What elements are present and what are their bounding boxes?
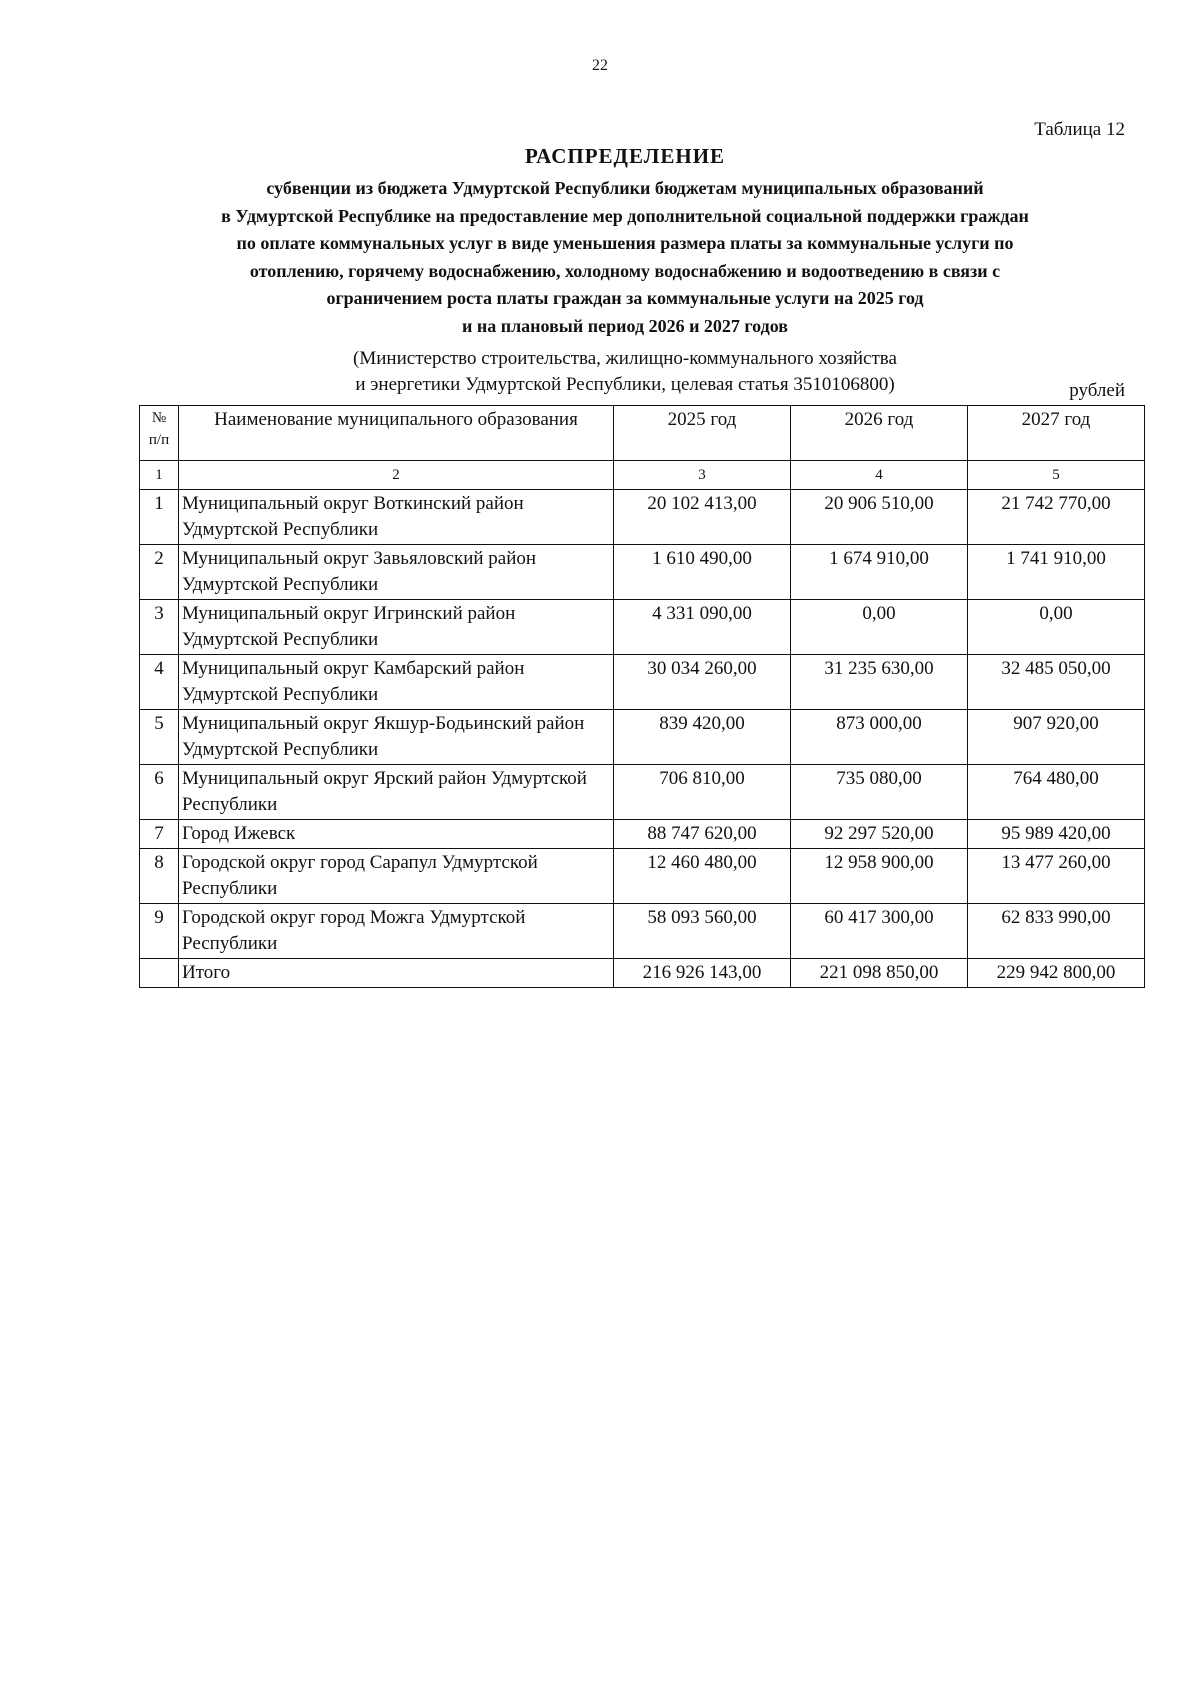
row-2026-cell: 92 297 520,00 [791, 820, 968, 849]
row-num-cell: 1 [140, 490, 179, 545]
row-2026-cell: 12 958 900,00 [791, 849, 968, 904]
header-num-line: п/п [148, 432, 170, 448]
row-2027-cell: 62 833 990,00 [968, 904, 1145, 959]
row-2026-cell: 873 000,00 [791, 710, 968, 765]
document-note [130, 346, 1120, 398]
row-2027-cell: 32 485 050,00 [968, 655, 1145, 710]
document-subtitle [130, 175, 1120, 340]
table-row [140, 545, 1145, 600]
document-title: РАСПРЕДЕЛЕНИЕ [524, 144, 726, 168]
row-2025-cell: 1 610 490,00 [614, 545, 791, 600]
table-row [140, 600, 1145, 655]
row-name-cell: Муниципальный округ Завьяловский район Удмуртской Республики [179, 545, 614, 600]
row-2027-cell: 13 477 260,00 [968, 849, 1145, 904]
row-2027-cell: 764 480,00 [968, 765, 1145, 820]
column-index-cell: 5 [968, 461, 1145, 490]
column-index-cell: 3 [614, 461, 791, 490]
header-2027-cell: 2027 год [968, 406, 1145, 461]
row-2026-cell: 60 417 300,00 [791, 904, 968, 959]
total-label-cell: Итого [179, 959, 614, 988]
row-2025-cell: 12 460 480,00 [614, 849, 791, 904]
distribution-table [139, 405, 1145, 988]
table-row [140, 490, 1145, 545]
page-number: 22 [592, 57, 608, 74]
row-2027-cell: 95 989 420,00 [968, 820, 1145, 849]
row-name-cell: Муниципальный округ Ярский район Удмуртской Республики [179, 765, 614, 820]
table-row [140, 765, 1145, 820]
subtitle-line: и на плановый период 2026 и 2027 годов [461, 315, 789, 336]
row-2027-cell: 907 920,00 [968, 710, 1145, 765]
header-num-cell [140, 406, 179, 461]
table-row [140, 820, 1145, 849]
total-2025-cell: 216 926 143,00 [614, 959, 791, 988]
header-2026-cell: 2026 год [791, 406, 968, 461]
table-total-row [140, 959, 1145, 988]
table-row [140, 655, 1145, 710]
table-header-row [140, 406, 1145, 461]
row-name-cell: Городской округ город Можга Удмуртской Республики [179, 904, 614, 959]
row-2025-cell: 839 420,00 [614, 710, 791, 765]
total-num-cell [140, 959, 179, 988]
row-2025-cell: 30 034 260,00 [614, 655, 791, 710]
units-label: рублей [1069, 380, 1125, 401]
title-block [130, 144, 1120, 398]
row-num-cell: 9 [140, 904, 179, 959]
row-2026-cell: 31 235 630,00 [791, 655, 968, 710]
row-2025-cell: 20 102 413,00 [614, 490, 791, 545]
column-index-cell: 1 [140, 461, 179, 490]
row-2025-cell: 58 093 560,00 [614, 904, 791, 959]
table-row [140, 849, 1145, 904]
total-2027-cell: 229 942 800,00 [968, 959, 1145, 988]
total-2026-cell: 221 098 850,00 [791, 959, 968, 988]
row-2027-cell: 21 742 770,00 [968, 490, 1145, 545]
row-num-cell: 3 [140, 600, 179, 655]
row-num-cell: 7 [140, 820, 179, 849]
column-index-cell: 4 [791, 461, 968, 490]
subtitle-line: по оплате коммунальных услуг в виде уменьшения размера платы за коммунальные услуги по [236, 233, 1014, 253]
row-2025-cell: 706 810,00 [614, 765, 791, 820]
row-num-cell: 2 [140, 545, 179, 600]
header-name-cell: Наименование муниципального образования [179, 406, 614, 461]
row-2025-cell: 88 747 620,00 [614, 820, 791, 849]
row-2026-cell: 0,00 [791, 600, 968, 655]
row-2025-cell: 4 331 090,00 [614, 600, 791, 655]
table-label: Таблица 12 [1034, 119, 1125, 140]
row-num-cell: 6 [140, 765, 179, 820]
note-line: и энергетики Удмуртской Республики, целевая статья 3510106800) [355, 374, 895, 395]
row-name-cell: Муниципальный округ Якшур-Бодьинский район Удмуртской Республики [179, 710, 614, 765]
row-num-cell: 5 [140, 710, 179, 765]
subtitle-line: субвенции из бюджета Удмуртской Республики бюджетам муниципальных образований [266, 178, 984, 198]
column-index-row [140, 461, 1145, 490]
subtitle-line: в Удмуртской Республике на предоставление мер дополнительной социальной поддержки граждан [221, 205, 1029, 226]
row-name-cell: Муниципальный округ Игринский район Удмуртской Республики [179, 600, 614, 655]
header-num-line: № [151, 410, 167, 426]
row-num-cell: 4 [140, 655, 179, 710]
column-index-cell: 2 [179, 461, 614, 490]
row-name-cell: Городской округ город Сарапул Удмуртской Республики [179, 849, 614, 904]
table-row [140, 904, 1145, 959]
row-num-cell: 8 [140, 849, 179, 904]
row-2026-cell: 1 674 910,00 [791, 545, 968, 600]
subtitle-line: ограничением роста платы граждан за коммунальные услуги на 2025 год [326, 288, 924, 308]
row-name-cell: Муниципальный округ Воткинский район Удмуртской Республики [179, 490, 614, 545]
row-2026-cell: 20 906 510,00 [791, 490, 968, 545]
row-2026-cell: 735 080,00 [791, 765, 968, 820]
note-line: (Министерство строительства, жилищно-коммунального хозяйства [353, 348, 897, 369]
subtitle-line: отоплению, горячему водоснабжению, холодному водоснабжению и водоотведению в связи с [249, 260, 1001, 281]
header-2025-cell: 2025 год [614, 406, 791, 461]
row-name-cell: Муниципальный округ Камбарский район Удмуртской Республики [179, 655, 614, 710]
row-name-cell: Город Ижевск [179, 820, 614, 849]
row-2027-cell: 1 741 910,00 [968, 545, 1145, 600]
table-row [140, 710, 1145, 765]
row-2027-cell: 0,00 [968, 600, 1145, 655]
